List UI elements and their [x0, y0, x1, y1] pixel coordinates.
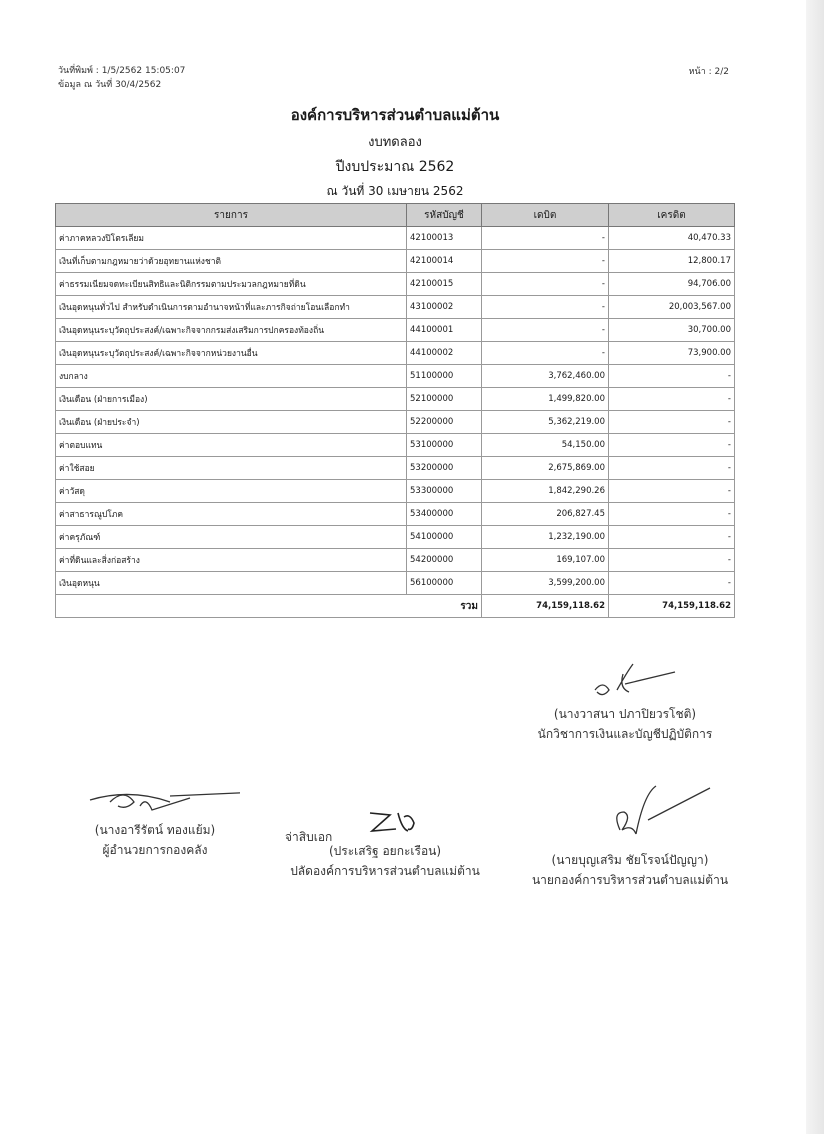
deputy-name: (ประเสริฐ อยกะเรือน)	[328, 844, 442, 858]
row-code: 42100015	[407, 273, 482, 296]
finance-director-name: (นางอารีรัตน์ ทองแย้ม)	[94, 823, 216, 837]
row-credit: 73,900.00	[609, 342, 735, 365]
row-debit: 1,842,290.26	[482, 480, 609, 503]
signature-block-finance-director	[60, 780, 250, 860]
row-credit: -	[609, 434, 735, 457]
report-title: งบทดลอง	[368, 135, 422, 150]
row-credit: -	[609, 411, 735, 434]
row-code: 52100000	[407, 388, 482, 411]
row-credit: -	[609, 526, 735, 549]
row-item: งบกลาง	[56, 365, 407, 388]
row-code: 42100014	[407, 250, 482, 273]
row-debit: 1,232,190.00	[482, 526, 609, 549]
column-header-debit: เดบิต	[482, 204, 609, 227]
row-credit: 20,003,567.00	[609, 296, 735, 319]
row-code: 42100013	[407, 227, 482, 250]
row-item: เงินอุดหนุนระบุวัตถุประสงค์/เฉพาะกิจจากกรมส่งเสริมการปกครองท้องถิ่น	[56, 319, 407, 342]
row-item: เงินเดือน (ฝ่ายประจำ)	[56, 411, 407, 434]
table-row	[56, 503, 735, 526]
report-date: ณ วันที่ 30 เมษายน 2562	[326, 184, 464, 198]
table-body	[56, 227, 735, 595]
signature-block-accountant	[510, 660, 740, 744]
total-label: รวม	[56, 595, 482, 618]
row-credit: -	[609, 503, 735, 526]
organization-title: องค์การบริหารส่วนตำบลแม่ต้าน	[290, 106, 500, 124]
row-code: 43100002	[407, 296, 482, 319]
total-row	[56, 595, 735, 618]
table-row	[56, 296, 735, 319]
print-info	[58, 64, 185, 92]
row-item: ค่าภาคหลวงปิโตรเลียม	[56, 227, 407, 250]
column-header-item: รายการ	[56, 204, 407, 227]
finance-director-title: ผู้อำนวยการกองคลัง	[102, 843, 208, 857]
row-item: ค่าสาธารณูปโภค	[56, 503, 407, 526]
row-item: ค่าที่ดินและสิ่งก่อสร้าง	[56, 549, 407, 572]
column-header-credit: เครดิต	[609, 204, 735, 227]
table-row	[56, 457, 735, 480]
row-debit: 3,762,460.00	[482, 365, 609, 388]
row-debit: 5,362,219.00	[482, 411, 609, 434]
table-row	[56, 480, 735, 503]
row-credit: -	[609, 365, 735, 388]
row-item: เงินอุดหนุนทั่วไป สำหรับดำเนินการตามอำนาจหน้าที่และภารกิจถ่ายโอนเลือกทำ	[56, 296, 407, 319]
row-code: 44100002	[407, 342, 482, 365]
table-row	[56, 250, 735, 273]
table-row	[56, 342, 735, 365]
row-credit: -	[609, 457, 735, 480]
row-debit: -	[482, 319, 609, 342]
table-row	[56, 411, 735, 434]
table-row	[56, 549, 735, 572]
deputy-rank: จ่าสิบเอก	[285, 830, 333, 844]
row-code: 53200000	[407, 457, 482, 480]
row-debit: -	[482, 273, 609, 296]
fiscal-year: ปีงบประมาณ 2562	[335, 159, 455, 175]
row-debit: 3,599,200.00	[482, 572, 609, 595]
row-credit: 40,470.33	[609, 227, 735, 250]
row-item: ค่าวัสดุ	[56, 480, 407, 503]
table-row	[56, 572, 735, 595]
row-code: 56100000	[407, 572, 482, 595]
report-heading	[0, 103, 790, 201]
row-code: 53300000	[407, 480, 482, 503]
row-code: 44100001	[407, 319, 482, 342]
chief-name: (นายบุญเสริม ชัยโรจน์ปัญญา)	[551, 853, 709, 867]
row-debit: -	[482, 296, 609, 319]
row-item: ค่าธรรมเนียมจดทะเบียนสิทธิและนิติกรรมตามประมวลกฎหมายที่ดิน	[56, 273, 407, 296]
row-debit: 2,675,869.00	[482, 457, 609, 480]
printed-datetime: วันที่พิมพ์ : 1/5/2562 15:05:07	[58, 66, 186, 76]
accountant-title: นักวิชาการเงินและบัญชีปฏิบัติการ	[537, 727, 713, 741]
signature-scribble	[70, 780, 240, 820]
row-code: 54100000	[407, 526, 482, 549]
chief-title: นายกองค์การบริหารส่วนตำบลแม่ต้าน	[531, 873, 729, 887]
row-credit: -	[609, 388, 735, 411]
table-row	[56, 434, 735, 457]
row-credit: -	[609, 480, 735, 503]
row-credit: 30,700.00	[609, 319, 735, 342]
row-code: 54200000	[407, 549, 482, 572]
row-credit: 12,800.17	[609, 250, 735, 273]
row-credit: 94,706.00	[609, 273, 735, 296]
signature-scribble	[330, 805, 440, 841]
table-row	[56, 388, 735, 411]
table-row	[56, 526, 735, 549]
table-header-row	[56, 204, 735, 227]
total-debit: 74,159,118.62	[482, 595, 609, 618]
row-code: 53400000	[407, 503, 482, 526]
table-row	[56, 319, 735, 342]
row-item: ค่าตอบแทน	[56, 434, 407, 457]
row-item: เงินที่เก็บตามกฎหมายว่าด้วยอุทยานแห่งชาติ	[56, 250, 407, 273]
row-debit: 1,499,820.00	[482, 388, 609, 411]
signature-block-chief	[515, 780, 745, 890]
signature-scribble	[530, 780, 730, 850]
accountant-name: (นางวาสนา ปภาปิยวรโชติ)	[553, 707, 697, 721]
column-header-code: รหัสบัญชี	[407, 204, 482, 227]
scan-page-edge	[806, 0, 824, 1134]
row-debit: -	[482, 342, 609, 365]
table-row	[56, 273, 735, 296]
page-number: หน้า : 2/2	[688, 67, 729, 77]
row-code: 52200000	[407, 411, 482, 434]
row-debit: 54,150.00	[482, 434, 609, 457]
row-credit: -	[609, 549, 735, 572]
row-code: 51100000	[407, 365, 482, 388]
signature-block-deputy	[270, 805, 500, 881]
table-row	[56, 365, 735, 388]
row-debit: -	[482, 227, 609, 250]
total-credit: 74,159,118.62	[609, 595, 735, 618]
table-row	[56, 227, 735, 250]
deputy-title: ปลัดองค์การบริหารส่วนตำบลแม่ต้าน	[290, 864, 480, 878]
trial-balance-table	[55, 203, 735, 618]
row-item: เงินเดือน (ฝ่ายการเมือง)	[56, 388, 407, 411]
row-debit: 169,107.00	[482, 549, 609, 572]
row-debit: -	[482, 250, 609, 273]
row-code: 53100000	[407, 434, 482, 457]
signature-scribble	[565, 660, 685, 704]
row-item: เงินอุดหนุนระบุวัตถุประสงค์/เฉพาะกิจจากหน่วยงานอื่น	[56, 342, 407, 365]
row-item: ค่าใช้สอย	[56, 457, 407, 480]
row-credit: -	[609, 572, 735, 595]
row-item: เงินอุดหนุน	[56, 572, 407, 595]
row-debit: 206,827.45	[482, 503, 609, 526]
row-item: ค่าครุภัณฑ์	[56, 526, 407, 549]
data-as-of: ข้อมูล ณ วันที่ 30/4/2562	[58, 80, 162, 90]
